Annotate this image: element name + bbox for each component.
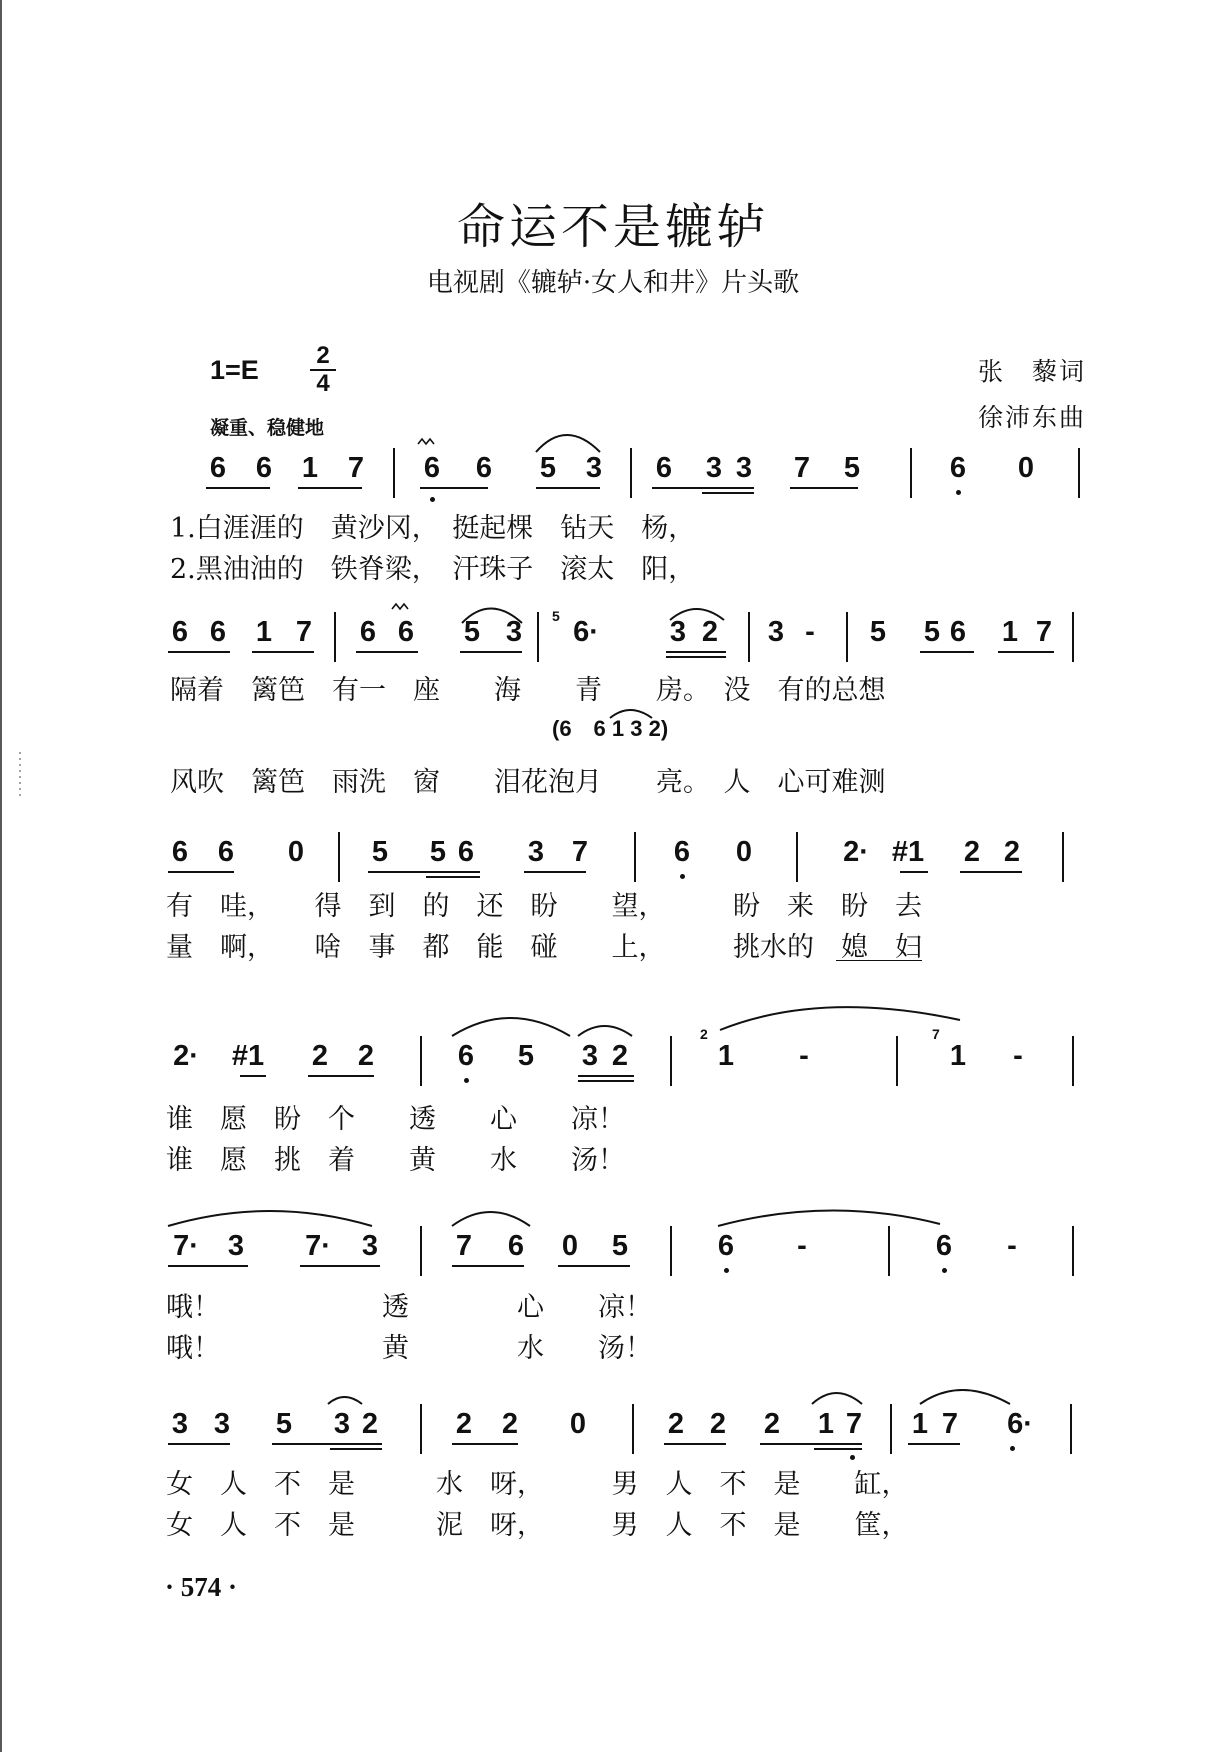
note: - xyxy=(799,1040,809,1072)
note: 5 xyxy=(869,616,887,648)
note: 0 xyxy=(735,836,753,868)
note: 0 xyxy=(1017,452,1035,484)
lyrics-verse-2: 风吹 篱笆 雨洗 窗 泪花泡月 亮。 人 心可难测 xyxy=(170,767,886,798)
note: 3 xyxy=(213,1408,231,1440)
tempo-marking: 凝重、稳健地 xyxy=(210,417,325,439)
note: 2 xyxy=(311,1040,329,1072)
note: 6 xyxy=(457,836,475,868)
note: 3 xyxy=(585,452,603,484)
note: 5 xyxy=(923,616,941,648)
note: 6 xyxy=(935,1230,953,1262)
lyrics-verse-2: 量 啊， 啥 事 都 能 碰 上， 挑水的 媳 妇 xyxy=(166,932,922,963)
note: 6 xyxy=(655,452,673,484)
note: 1 xyxy=(717,1040,735,1072)
lyricist: 张 藜词 xyxy=(977,357,1086,386)
note: 7 xyxy=(295,616,313,648)
lyrics-verse-2: 女 人 不 是 泥 呀， 男 人 不 是 筐， xyxy=(166,1510,909,1541)
note: 5 xyxy=(611,1230,629,1262)
note: 3 xyxy=(705,452,723,484)
note: 7 xyxy=(1035,616,1053,648)
note: 6 xyxy=(717,1230,735,1262)
note: 3 xyxy=(227,1230,245,1262)
lyrics-verse-1: 女 人 不 是 水 呀， 男 人 不 是 缸， xyxy=(166,1469,909,1500)
note: 1 xyxy=(817,1408,835,1440)
note: 5 xyxy=(275,1408,293,1440)
note: 6· xyxy=(573,616,599,648)
note: 2 xyxy=(357,1040,375,1072)
lyrics-verse-2: 哦！ 黄 水 汤！ xyxy=(166,1333,652,1364)
note: - xyxy=(1007,1230,1017,1262)
note: 2 xyxy=(455,1408,473,1440)
note: 2 xyxy=(667,1408,685,1440)
note: 2 xyxy=(361,1408,379,1440)
note: 1 xyxy=(1001,616,1019,648)
note: 6· xyxy=(1007,1408,1033,1440)
note: 1 xyxy=(949,1040,967,1072)
note: 0 xyxy=(561,1230,579,1262)
note: 2 xyxy=(611,1040,629,1072)
note: 5 xyxy=(517,1040,535,1072)
note: 6 xyxy=(475,452,493,484)
page-number: · 574 · xyxy=(165,1572,238,1602)
note: 3 xyxy=(333,1408,351,1440)
note: - xyxy=(805,616,815,648)
note: 7· xyxy=(305,1230,331,1262)
time-signature-top: 2 xyxy=(316,342,330,369)
note: 3 xyxy=(505,616,523,648)
note: 2 xyxy=(709,1408,727,1440)
note: #1 xyxy=(231,1040,265,1072)
lyrics-verse-1: 哦！ 透 心 凉！ xyxy=(166,1292,652,1323)
time-signature xyxy=(310,344,336,396)
note: 6 xyxy=(217,836,235,868)
note: 6 xyxy=(255,452,273,484)
note: 6 xyxy=(209,616,227,648)
note: 2 xyxy=(1003,836,1021,868)
key-signature: 1=E xyxy=(210,355,259,385)
note: 6 xyxy=(673,836,691,868)
interlude-notes: (6 6 1 3 2) xyxy=(552,716,669,741)
note: 6 xyxy=(171,836,189,868)
note: - xyxy=(797,1230,807,1262)
note: 7 xyxy=(347,452,365,484)
note: 0 xyxy=(569,1408,587,1440)
grace-note: 5 xyxy=(552,608,560,624)
note: 6 xyxy=(949,452,967,484)
note: 3 xyxy=(669,616,687,648)
note: 2· xyxy=(173,1040,199,1072)
lyrics-verse-2: 2.黑油油的 铁脊梁， 汗珠子 滚太 阳， xyxy=(170,554,696,585)
note: 3 xyxy=(527,836,545,868)
note: 7· xyxy=(173,1230,199,1262)
note: 6 xyxy=(359,616,377,648)
note: - xyxy=(1013,1040,1023,1072)
note: 3 xyxy=(361,1230,379,1262)
note: 3 xyxy=(767,616,785,648)
song-title: 命运不是辘轳 xyxy=(456,199,769,255)
note: 7 xyxy=(455,1230,473,1262)
note: 6 xyxy=(507,1230,525,1262)
note: 5 xyxy=(539,452,557,484)
note: 6 xyxy=(423,452,441,484)
grace-note: 2 xyxy=(700,1026,708,1042)
note: 5 xyxy=(463,616,481,648)
note: 2 xyxy=(501,1408,519,1440)
note: 5 xyxy=(843,452,861,484)
lyrics-verse-2: 谁 愿 挑 着 黄 水 汤！ xyxy=(166,1145,625,1176)
note: 1 xyxy=(255,616,273,648)
note: 6 xyxy=(397,616,415,648)
note: 1 xyxy=(911,1408,929,1440)
note: 6 xyxy=(209,452,227,484)
note: 6 xyxy=(457,1040,475,1072)
grace-note: 7 xyxy=(932,1026,940,1042)
note: 3 xyxy=(581,1040,599,1072)
composer: 徐沛东曲 xyxy=(977,403,1086,432)
note: 7 xyxy=(941,1408,959,1440)
note: 6 xyxy=(949,616,967,648)
note: 2 xyxy=(701,616,719,648)
lyrics-verse-1: 1.白涯涯的 黄沙冈， 挺起棵 钻天 杨， xyxy=(170,513,696,544)
note: 3 xyxy=(171,1408,189,1440)
lyrics-verse-1: 隔着 篱笆 有一 座 海 青 房。 没 有的总想 xyxy=(170,675,886,706)
note: 5 xyxy=(429,836,447,868)
lyrics-verse-1: 有 哇， 得 到 的 还 盼 望， 盼 来 盼 去 xyxy=(166,891,922,922)
note: 5 xyxy=(371,836,389,868)
lyrics-verse-1: 谁 愿 盼 个 透 心 凉！ xyxy=(166,1104,625,1135)
note: 7 xyxy=(571,836,589,868)
note: 2 xyxy=(763,1408,781,1440)
note: 1 xyxy=(301,452,319,484)
note: 2· xyxy=(843,836,869,868)
note: 7 xyxy=(793,452,811,484)
note: #1 xyxy=(891,836,925,868)
time-signature-bottom: 4 xyxy=(316,370,330,397)
note: 7 xyxy=(845,1408,863,1440)
note: 3 xyxy=(735,452,753,484)
song-subtitle: 电视剧《辘轳·女人和井》片头歌 xyxy=(426,268,800,298)
note: 0 xyxy=(287,836,305,868)
note: 6 xyxy=(171,616,189,648)
note: 2 xyxy=(963,836,981,868)
